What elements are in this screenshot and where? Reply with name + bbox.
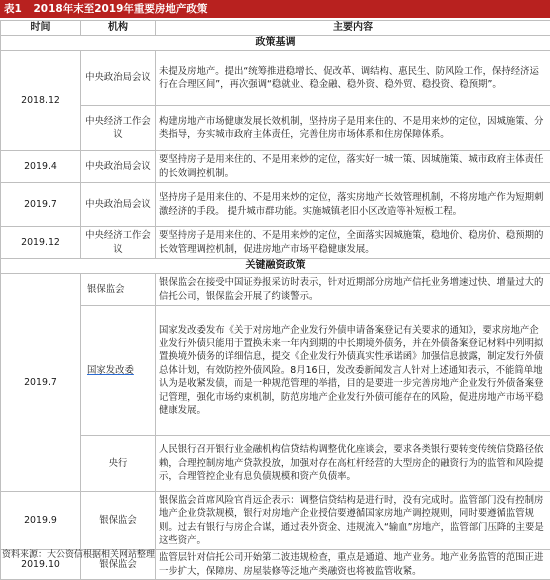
table-row xyxy=(1,436,550,492)
table-title xyxy=(0,0,550,18)
time-cell: 2019.9 xyxy=(1,492,81,550)
table-row xyxy=(1,106,550,151)
content-cell: 银保监会在接受中国证券报采访时表示，针对近期部分房地产信托业务增速过快、增量过大的信托公司，银保监会开展了约谈警示。 xyxy=(156,274,550,306)
header-row xyxy=(1,21,550,36)
table-row xyxy=(1,51,550,106)
content-cell: 坚持房子是用来住的、不是用来炒的定位，落实房地产长效管理机制，不将房地产作为短期刺激经济的手段。 提升城市群功能。实施城镇老旧小区改造等补短板工程。 xyxy=(156,183,550,227)
table-title-text: 2018年末至2019年重要房地产政策 xyxy=(33,3,207,15)
time-cell: 2019.7 xyxy=(1,183,81,227)
agency-cell: 银保监会 xyxy=(81,274,156,306)
table-row xyxy=(1,306,550,436)
section-row xyxy=(1,36,550,51)
time-cell: 2019.12 xyxy=(1,227,81,259)
agency-cell: 中央经济工作会议 xyxy=(81,106,156,151)
header-time: 时间 xyxy=(1,21,81,36)
section-finance: 关键融资政策 xyxy=(1,259,550,274)
section-row xyxy=(1,259,550,274)
time-cell: 2019.7 xyxy=(1,274,81,492)
table-row xyxy=(1,492,550,550)
content-cell: 监管层针对信托公司开始第二波违规检查，重点是通道、地产业务。地产业务监管的范围正进一步扩大，保障房、房屋装修等泛地产类融资也将被监管收紧。 xyxy=(156,550,550,580)
agency-cell: 央行 xyxy=(81,436,156,492)
content-cell: 要坚持房子是用来住的、不是用来炒的定位，落实好一城一策、因城施策、城市政府主体责任的长效调控机制。 xyxy=(156,151,550,183)
header-agency: 机构 xyxy=(81,21,156,36)
table-number: 表1 xyxy=(4,3,22,15)
agency-name: 国家发改委 xyxy=(87,365,134,376)
agency-cell: 银保监会 xyxy=(81,492,156,550)
content-cell: 银保监会首席风险官肖远企表示：调整信贷结构是进行时，没有完成时。监管部门没有控制房地产企业贷款规模，银行对房地产企业授信要遵循国家房地产调控规则，同时要遵循监管规则。过去有银行与房企合谋，通过表外资金、违规流入“输血”房地产，监管部门压降的主要是这些资产。 xyxy=(156,492,550,550)
table-row xyxy=(1,151,550,183)
table-row xyxy=(1,183,550,227)
agency-cell: 银保监会 xyxy=(81,550,156,580)
content-cell: 要坚持房子是用来住的、不是用来炒的定位，全面落实因城施策，稳地价、稳房价、稳预期的长效管理调控机制，促进房地产市场平稳健康发展。 xyxy=(156,227,550,259)
agency-cell xyxy=(81,306,156,436)
policy-table xyxy=(0,20,550,580)
agency-cell: 中央政治局会议 xyxy=(81,183,156,227)
table-row xyxy=(1,274,550,306)
agency-cell: 中央政治局会议 xyxy=(81,51,156,106)
content-cell: 国家发改委发布《关于对房地产企业发行外债申请备案登记有关要求的通知》，要求房地产企业发行外债只能用于置换未来一年内到期的中长期境外债务，并在外债备案登记材料中列明拟置换境外债务的详细信息，提交《企业发行外债真实性承诺函》加强信息披露，制定发行外债总体计划，有效防控外债风险。8月16日，发改委新闻发言人针对上述通知表示，不能简单地认为是收紧发债，而是一种规范管理的举措，目的是要进一步完善房地产企业发行外债备案登记管理，强化市场约束机制，防范房地产企业发行外债可能存在的风险，促进房地产市场平稳健康发展。 xyxy=(156,306,550,436)
content-cell: 未提及房地产。提出“统筹推进稳增长、促改革、调结构、惠民生、防风险工作，保持经济运行在合理区间”，再次强调“稳就业、稳金融、稳外资、稳外贸、稳投资、稳预期”。 xyxy=(156,51,550,106)
section-policy: 政策基调 xyxy=(1,36,550,51)
agency-cell: 中央经济工作会议 xyxy=(81,227,156,259)
content-cell: 构建房地产市场健康发展长效机制，坚持房子是用来住的、不是用来炒的定位，因城施策、分类指导，夯实城市政府主体责任，完善住房市场体系和住房保障体系。 xyxy=(156,106,550,151)
header-content: 主要内容 xyxy=(156,21,550,36)
time-cell: 2019.4 xyxy=(1,151,81,183)
time-cell: 2018.12 xyxy=(1,51,81,151)
agency-cell: 中央政治局会议 xyxy=(81,151,156,183)
time-cell: 2019.10 xyxy=(1,550,81,580)
source-note: 资料来源：大公资信根据相关网站整理 xyxy=(2,549,155,561)
table-row xyxy=(1,227,550,259)
content-cell: 人民银行召开银行业金融机构信贷结构调整优化座谈会，要求各类银行要转变传统信贷路径依赖，合理控制房地产贷款投放，加强对存在高杠杆经营的大型房企的融资行为的监管和风险提示，合理管控企业有息负债规模和资产负债率。 xyxy=(156,436,550,492)
